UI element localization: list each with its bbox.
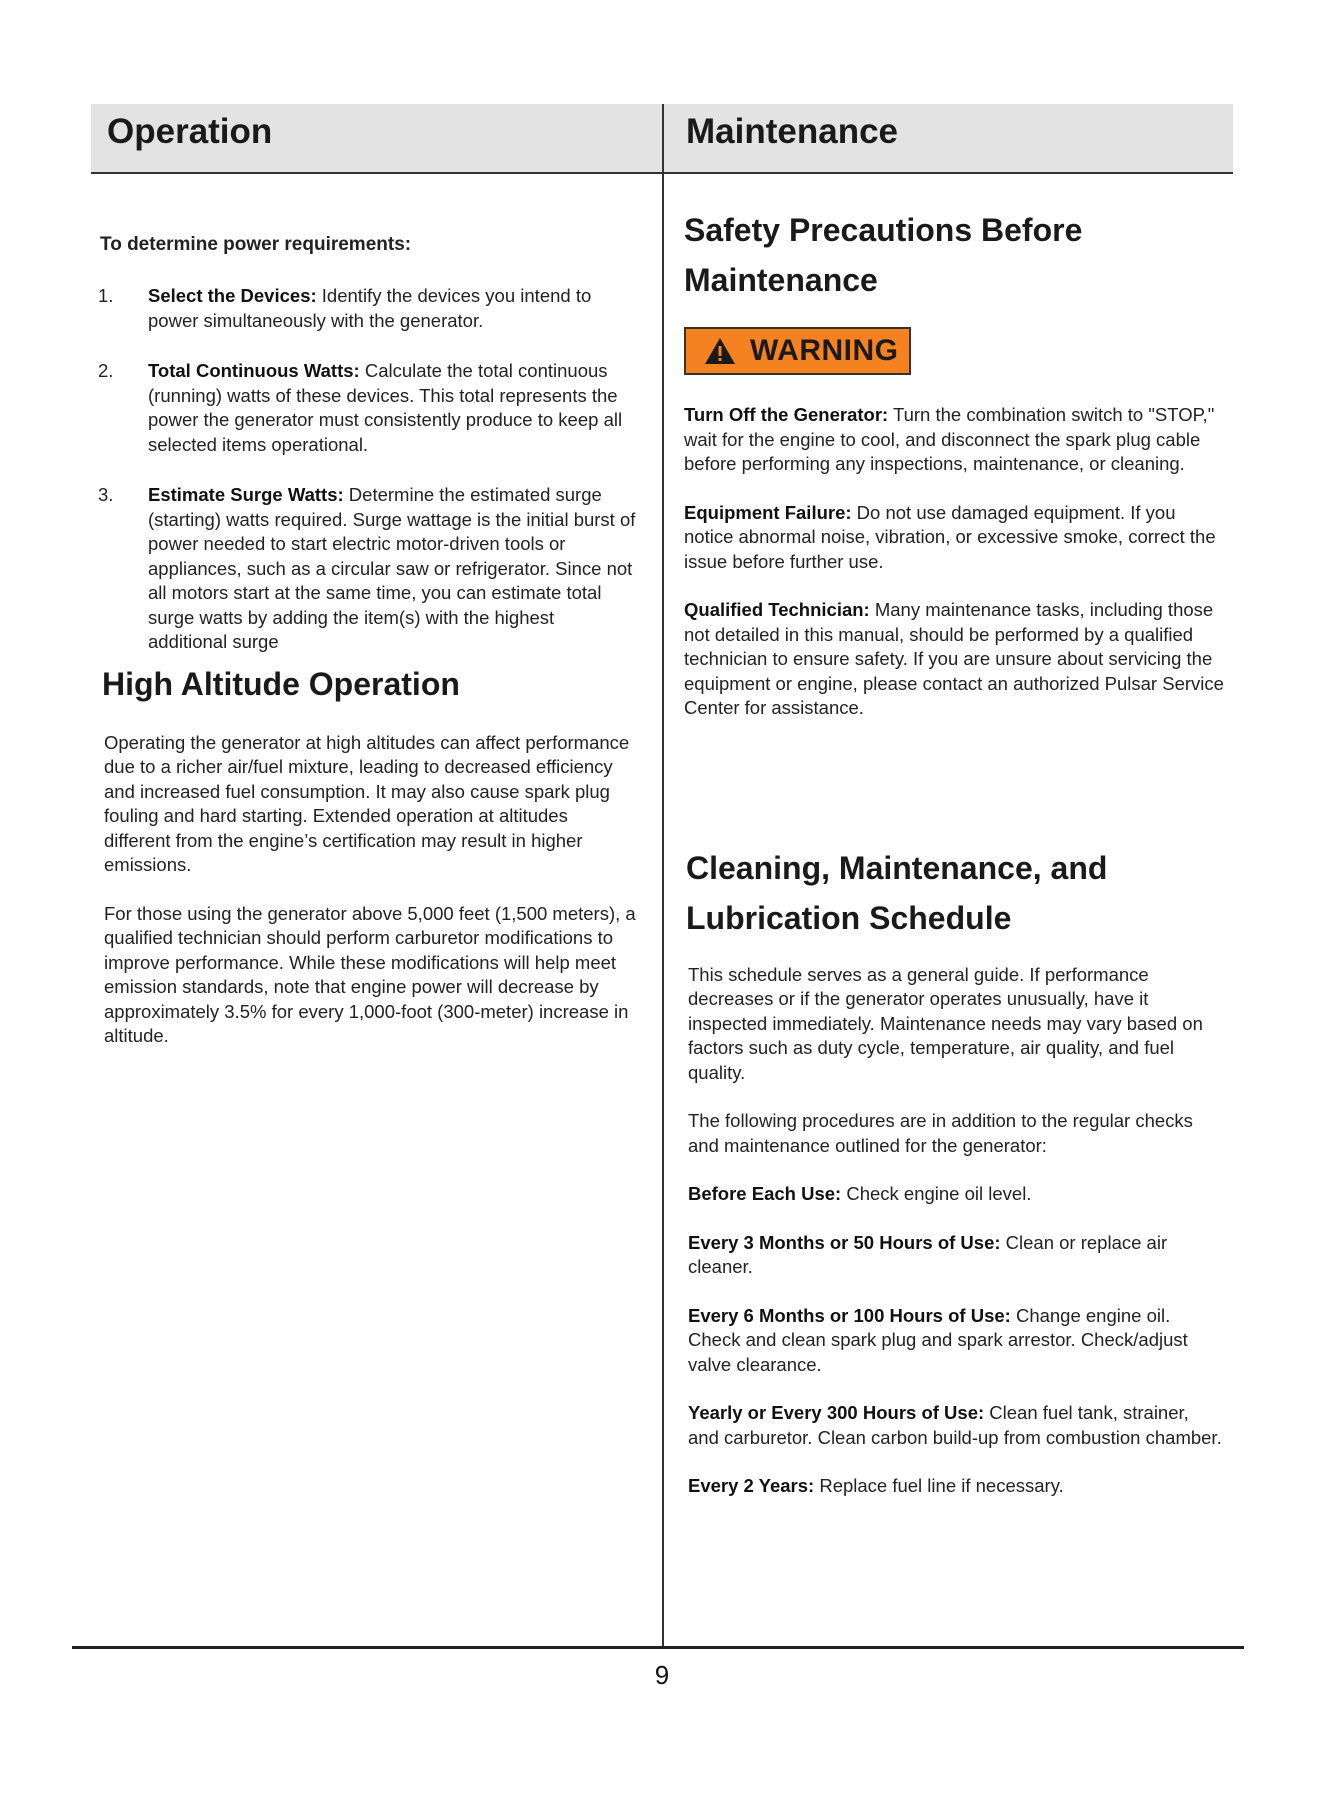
operation-column (98, 234, 638, 1073)
precaution-text: Do not use damaged equipment. If you notice abnormal noise, vibration, or excessive smoke, correct the issue before further use. (684, 501, 1216, 572)
schedule-interval: Every 2 Years: (688, 1475, 815, 1496)
precaution-text: Turn the combination switch to "STOP," wait for the engine to cool, and disconnect the spark plug cable before performing any inspections, maintenance, or cleaning. (684, 404, 1215, 474)
schedule-task: Change engine oil. Check and clean spark plug and spark arrestor. Check/adjust valve clearance. (688, 1304, 1188, 1375)
schedule-interval: Yearly or Every 300 Hours of Use: (688, 1402, 985, 1423)
list-item (688, 1474, 1224, 1499)
schedule-heading-line-2: Lubrication Schedule (686, 899, 1012, 936)
precaution-turn-off (684, 403, 1224, 477)
warning-label-box (684, 327, 911, 375)
footer-rule (72, 1646, 1244, 1649)
warning-text: WARNING (750, 334, 899, 367)
power-steps-list (98, 284, 638, 655)
schedule-task: Clean or replace air cleaner. (688, 1231, 1168, 1277)
schedule-task: Check engine oil level. (841, 1183, 1032, 1204)
altitude-paragraph-1: Operating the generator at high altitudes can affect performance due to a richer air/fuel mixture, leading to decreased efficiency and increased fuel consumption. It may also cause spark plug fouling and hard starting. Extended operation at altitudes different from the engine’s certification may result in higher emissions. (104, 731, 630, 875)
high-altitude-heading: High Altitude Operation (102, 665, 460, 702)
safety-heading-line-1: Safety Precautions Before (684, 212, 1083, 248)
list-item (98, 284, 638, 333)
list-item (688, 1231, 1224, 1280)
step-text: Identify the devices you intend to power simultaneously with the generator. (148, 285, 592, 331)
step-number: 3. (98, 484, 114, 505)
column-divider (662, 104, 664, 1647)
schedule-intro-paragraph: This schedule serves as a general guide. If performance decreases or if the generator operates unusually, have it inspected immediately. Maintenance needs may vary based on factors such as duty cycle, temperature, air quality, and fuel quality. (688, 963, 1203, 1083)
list-item (98, 483, 638, 655)
schedule-task: Clean fuel tank, strainer, and carburetor. Clean carbon build-up from combustion chamber. (688, 1402, 1222, 1448)
list-item (98, 359, 638, 457)
step-text: Calculate the total continuous (running) watts of these devices. This total represents the power the generator must consistently produce to keep all selected items operational. (148, 360, 623, 455)
schedule-interval: Every 6 Months or 100 Hours of Use: (688, 1304, 1011, 1326)
precaution-title: Turn Off the Generator: (684, 404, 889, 425)
power-requirements-intro: To determine power requirements: (100, 234, 412, 255)
altitude-paragraph-2: For those using the generator above 5,000 feet (1,500 meters), a qualified technician should perform carburetor modifications to improve performance. While these modifications will help meet emission standards, note that engine power will decrease by approximately 3.5% for every 1,000-foot (300-meter) increase in altitude. (104, 902, 636, 1046)
precaution-title: Qualified Technician: (684, 599, 870, 620)
step-number: 1. (98, 285, 114, 306)
step-number: 2. (98, 360, 114, 381)
page-number: 9 (654, 1660, 670, 1690)
maintenance-schedule-list (684, 1182, 1224, 1499)
schedule-procedures-paragraph: The following procedures are in addition to the regular checks and maintenance outlined for the generator: (688, 1110, 1193, 1156)
warning-triangle-icon (704, 337, 736, 365)
list-item (688, 1182, 1224, 1207)
list-item (688, 1304, 1224, 1378)
precaution-title: Equipment Failure: (684, 501, 852, 523)
list-item (688, 1401, 1224, 1450)
precaution-qualified-technician (684, 598, 1224, 721)
step-text: Determine the estimated surge (starting) watts required. Surge wattage is the initial burst of power needed to start electric motor-driven tools or appliances, such as a circular saw or refrigerator. Since not all motors start at the same time, you can estimate total surge watts by adding the item(s) with the highest additional surge (148, 484, 636, 652)
schedule-interval: Before Each Use: (688, 1183, 842, 1204)
step-title: Select the Devices: (148, 285, 317, 306)
step-title: Estimate Surge Watts: (148, 484, 344, 505)
schedule-interval: Every 3 Months or 50 Hours of Use: (688, 1231, 1001, 1253)
schedule-task: Replace fuel line if necessary. (814, 1475, 1064, 1496)
precaution-equipment-failure (684, 501, 1224, 575)
step-title: Total Continuous Watts: (148, 360, 360, 381)
maintenance-heading: Maintenance (686, 112, 898, 151)
operation-heading: Operation (107, 112, 273, 151)
maintenance-column (684, 205, 1224, 1523)
precaution-text: Many maintenance tasks, including those not detailed in this manual, should be performed by a qualified technician to ensure safety. If you are unsure about servicing the equipment or engine, please contact an authorized Pulsar Service Center for assistance. (684, 599, 1224, 718)
safety-heading-line-2: Maintenance (684, 262, 878, 298)
schedule-heading-line-1: Cleaning, Maintenance, and (686, 849, 1108, 886)
